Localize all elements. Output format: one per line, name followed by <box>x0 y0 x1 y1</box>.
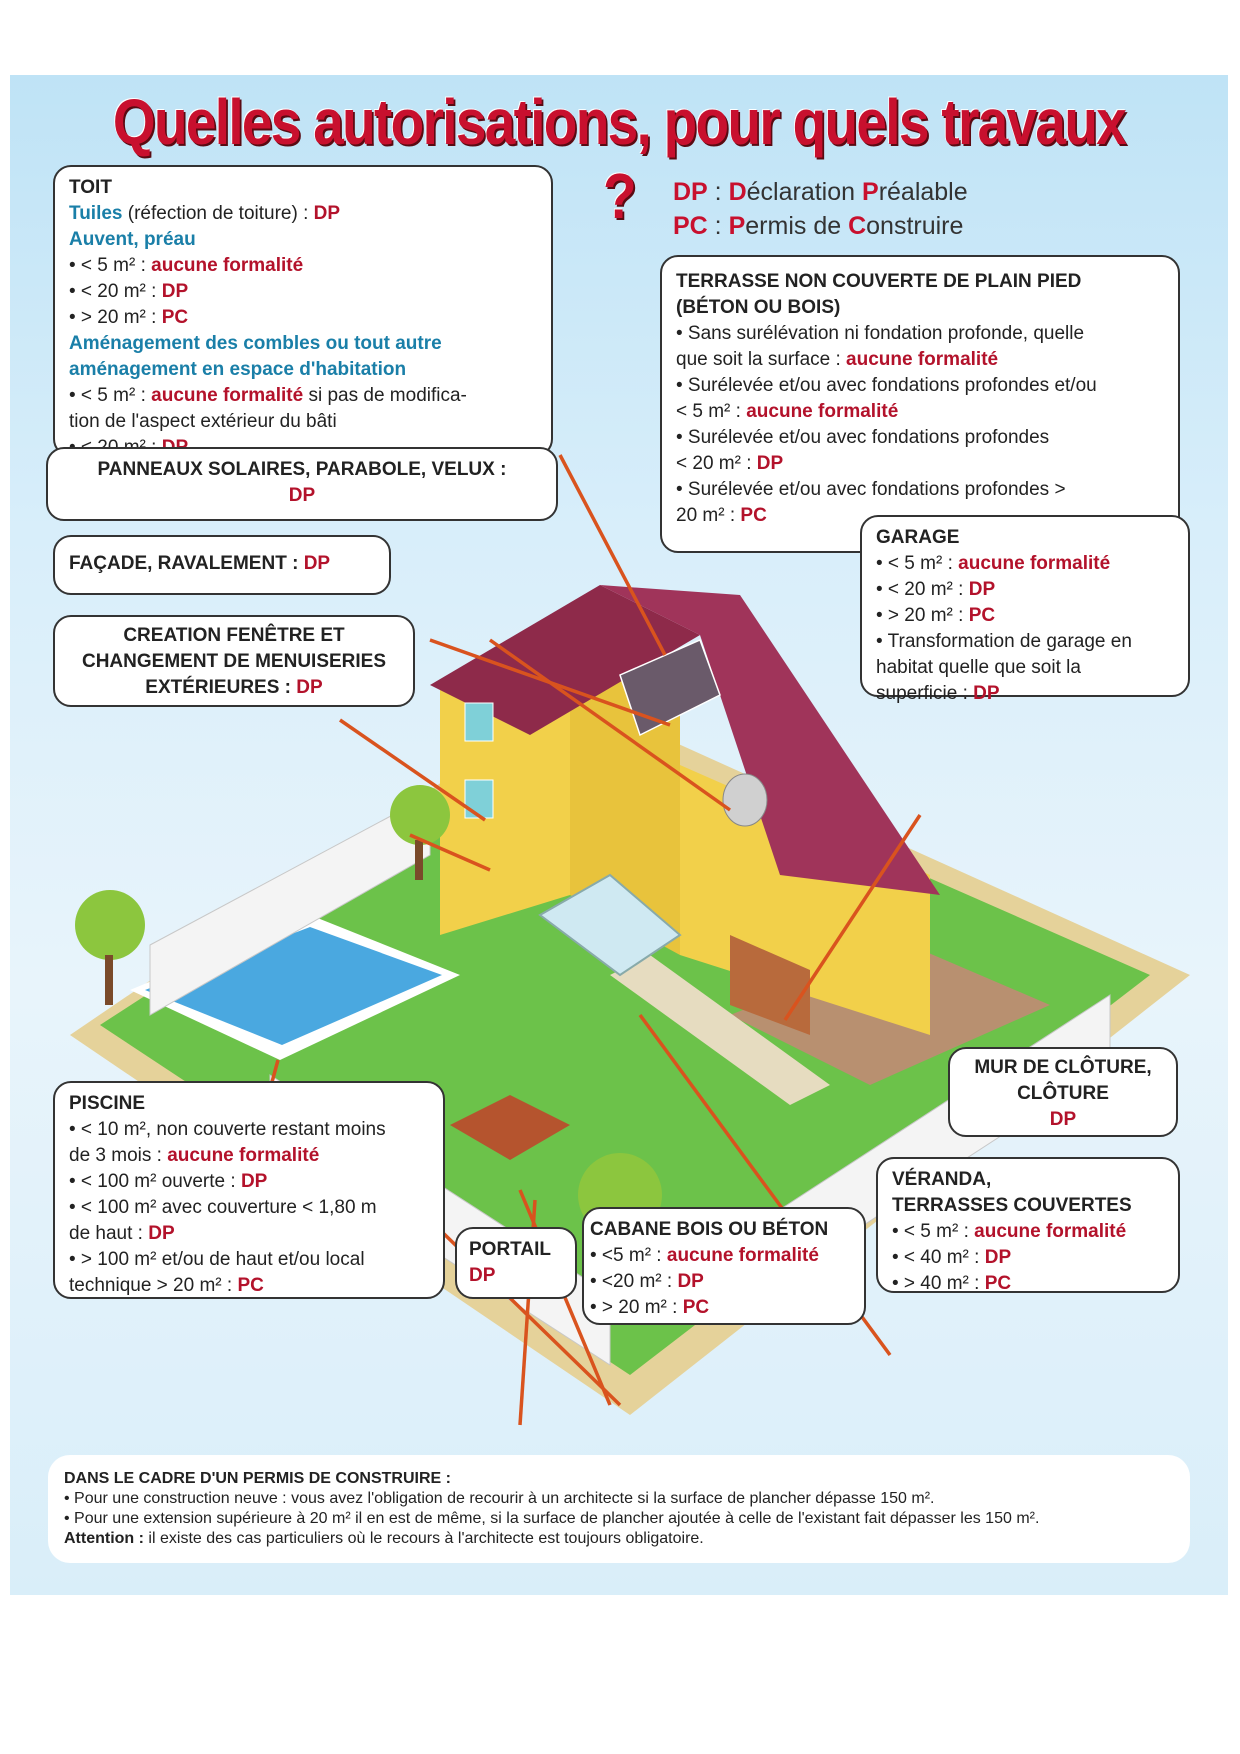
tree-left <box>75 890 145 960</box>
page-title: Quelles autorisations, pour quels travaux ? <box>112 86 1126 232</box>
toit-box: TOIT Tuiles (réfection de toiture) : DP Auvent, préau • < 5 m² : aucune formalité • < 20 m² : DP • > 20 m² : PC Aménagement des combles ou tout autre aménagement en espace d'habitation • < 5 m² : aucune formalité si pas de modifica- tion de l'aspect extérieur du bâti <box>53 165 553 457</box>
auvent-label: Auvent, préau <box>69 229 196 250</box>
panneaux-box: PANNEAUX SOLAIRES, PARABOLE, VELUX : DP <box>46 447 558 521</box>
terrasse-box: TERRASSE NON COUVERTE DE PLAIN PIED (BÉTON OU BOIS) • Sans surélévation ni fondation profonde, quelle que soit la surface : aucune formalité • Surélevée et/ou avec fondations profondes et/ou < 5 m² : aucune formalité • Surélevée et/ou avec fondations profondes < 20 m² : DP • Surélevée et/ou avec fondations profondes > 20 m² : PC <box>660 255 1180 553</box>
cabane-box: CABANE BOIS OU BÉTON • <5 m² : aucune formalité • <20 m² : DP • > 20 m² : PC <box>582 1207 866 1325</box>
mur-box: MUR DE CLÔTURE, CLÔTURE DP <box>948 1047 1178 1137</box>
facade-box: FAÇADE, RAVALEMENT : DP <box>53 535 391 595</box>
portail-box: PORTAIL DP <box>455 1227 577 1299</box>
legend-pc: PC : Permis de Construire <box>673 212 964 240</box>
piscine-box: PISCINE • < 10 m², non couverte restant moins de 3 mois : aucune formalité • < 100 m² ouverte : DP • < 100 m² avec couverture < 1,80 m de haut : DP • > 100 m² et/ou de haut et/ou local technique > 20 m² : PC <box>53 1081 445 1299</box>
window-lower <box>465 780 493 818</box>
legend-dp: DP : Déclaration Préalable <box>673 178 968 206</box>
poster <box>10 75 1228 1595</box>
toit-heading: TOIT <box>69 177 112 198</box>
garage-box: GARAGE • < 5 m² : aucune formalité • < 20 m² : DP • > 20 m² : PC • Transformation de garage en habitat quelle que soit la superficie : DP <box>860 515 1190 697</box>
veranda-box: VÉRANDA, TERRASSES COUVERTES • < 5 m² : aucune formalité • < 40 m² : DP • > 40 m² : PC <box>876 1157 1180 1293</box>
fenetre-box: CREATION FENÊTRE ET CHANGEMENT DE MENUISERIES EXTÉRIEURES : DP <box>53 615 415 707</box>
tree-mid <box>390 785 450 845</box>
satellite-dish <box>723 774 767 826</box>
footer-note: DANS LE CADRE D'UN PERMIS DE CONSTRUIRE : • Pour une construction neuve : vous avez l'obligation de recourir à un architecte si la surface de plancher dépasse 150 m². • Pour une extension supérieure à 20 m² il en est de même, si la surface de plancher ajoutée à celle de l'existant fait dépasser les 150 m². Attention : il existe des cas particuliers où le recours à l'architecte est toujours obligatoire. <box>48 1455 1190 1563</box>
window-upper <box>465 703 493 741</box>
legend <box>673 175 968 243</box>
